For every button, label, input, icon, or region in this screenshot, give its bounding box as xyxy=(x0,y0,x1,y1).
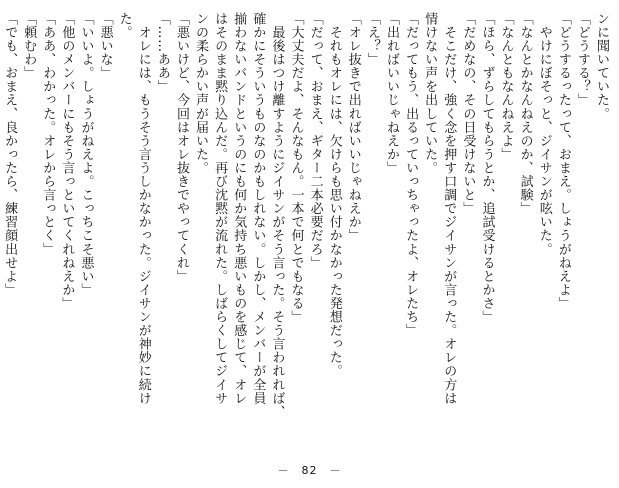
text-line: 「悪いな」 xyxy=(97,12,113,80)
text-line: 「他のメンバーにもそう言っといてくれねえか」 xyxy=(59,12,75,311)
text-line: た。 xyxy=(116,12,132,40)
text-line: 確かにそういうものなのかもしれない。しかし、メンバーが全員 xyxy=(250,12,266,405)
text-line: 「でも、おまえ、良かったら、練習顔出せよ」 xyxy=(2,12,18,297)
text-line: そこだけ、強く念を押す口調でジイサンが言った。オレの方は xyxy=(441,12,457,405)
text-line: 「ああ、わかった。オレから言っとく」 xyxy=(40,12,56,256)
text-line: 「なんともなんねえよ」 xyxy=(498,12,514,162)
text-line: ンに聞いていた。 xyxy=(594,12,609,121)
text-line: 「……ああ」 xyxy=(154,12,170,94)
text-line: 「え？」 xyxy=(364,12,380,67)
text-line: はそのまま黙り込んだ。再び沈黙が流れた。しばらくしてジイサ xyxy=(212,12,228,405)
text-line: ンの柔らかい声が届いた。 xyxy=(193,12,209,175)
text-line: 「悪いけど、今回はオレ抜きでやってくれ」 xyxy=(173,12,189,283)
text-line: 「オレ抜きで出ればいいじゃねえか」 xyxy=(345,12,361,243)
text-line: 「だめなの、その日受けないと」 xyxy=(460,12,476,216)
text-line: 「いいよ。しょうがねえよ。こっちこそ悪い」 xyxy=(78,12,94,297)
text-line: 情けない声を出していた。 xyxy=(422,12,438,175)
text-line: 「なんとかなんねえのか、試験」 xyxy=(517,12,533,216)
text-line: 「頼むわ」 xyxy=(21,12,37,80)
text-line: 最後はつけ離すようにジイサンがそう言った。そう言われれば、 xyxy=(269,12,285,419)
text-line: 「大丈夫だよ、そんなもん。一本で何とでもなる」 xyxy=(288,12,304,324)
text-line: オレには、もうそう言うしかなかった。ジイサンが神妙に続け xyxy=(135,12,151,405)
text-line: 「だってもう、出るっていっちゃったよ、オレたち」 xyxy=(403,12,419,338)
text-line: 揃わないバンドというのにも何か気持ち悪いものを感じて、オレ xyxy=(231,12,247,405)
vertical-text-body xyxy=(0,12,611,419)
text-line: 「だって、おまえ、ギター二本必要だろ」 xyxy=(307,12,323,270)
text-line: 「どうする？」 xyxy=(574,12,590,107)
text-line: 「出ればいいじゃねえか」 xyxy=(383,12,399,175)
text-line: 「ほら、ずらしてもらうとか、追試受けるとかさ」 xyxy=(479,12,495,324)
text-line: それもオレには、欠けらも思い付かなかった発想だった。 xyxy=(326,12,342,378)
text-line: やけにぼそっと、ジイサンが呟いた。 xyxy=(536,12,552,256)
text-line: 「どうするったって、おまえ。しょうがねえよ」 xyxy=(555,12,571,311)
page-number: － 82 － xyxy=(277,464,342,477)
